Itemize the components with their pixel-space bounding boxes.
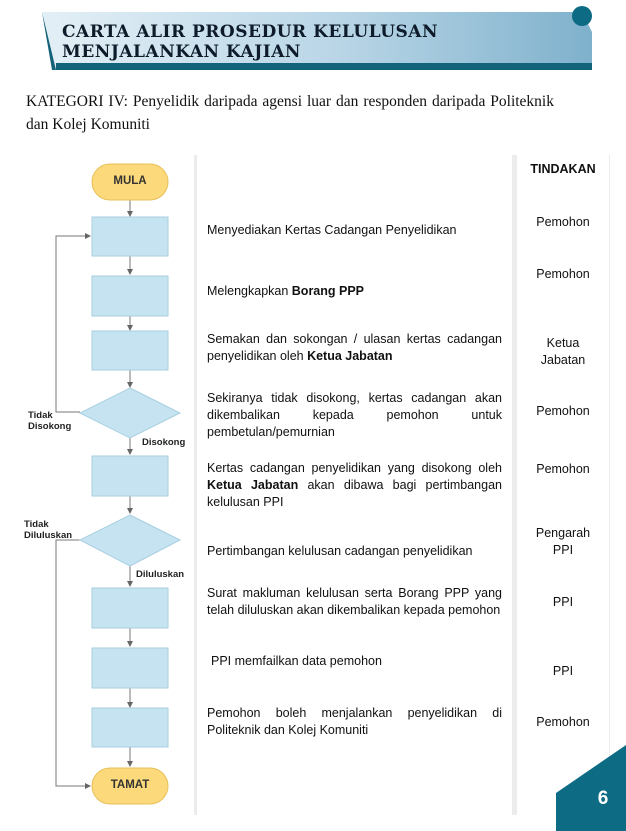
decision2-yes-label: Diluluskan [136,569,185,580]
page-number: 6 [597,788,609,809]
step-action-8: PPI [552,664,574,678]
step-action-5: Pemohon [536,462,590,476]
process-box-1 [92,217,168,256]
decision1-yes-label: Disokong [142,437,186,448]
decision-2 [80,515,180,566]
step-description-1: Menyediakan Kertas Cadangan Penyelidikan [207,223,457,237]
step-action-3: Ketua Jabatan [540,336,586,367]
step-description-2: Melengkapkan Borang PPP [207,284,365,298]
decision2-no-label: Tidak Diluluskan [24,519,73,541]
step-action-7: PPI [552,595,574,609]
process-box-4 [92,456,168,496]
step-description-4: Sekiranya tidak disokong, kertas cadangan akan dikembalikan kepada pemohon untuk pembetulan/pemurnian [207,391,502,439]
step-action-4: Pemohon [536,404,590,418]
page-title: CARTA ALIR PROSEDUR KELULUSAN MENJALANKAN KAJIAN [62,22,439,62]
process-box-3 [92,331,168,370]
process-box-2 [92,276,168,316]
process-box-5 [92,588,168,628]
step-action-1: Pemohon [536,215,590,229]
end-label: TAMAT [110,779,150,791]
step-description-6: Pertimbangan kelulusan cadangan penyelidikan [207,544,473,558]
step-description-7: Surat makluman kelulusan serta Borang PPP yang telah diluluskan akan dikembalikan kepada pemohon [207,586,502,617]
step-description-5: Kertas cadangan penyelidikan yang disokong oleh Ketua Jabatan akan dibawa bagi pertimbangan kelulusan PPI [207,461,502,509]
step-description-8: PPI memfailkan data pemohon [211,654,382,668]
decision1-no-label: Tidak Disokong [28,410,72,432]
category-subtitle: KATEGORI IV: Penyelidik daripada agensi luar dan responden daripada Politeknik dan Kolej Komuniti [26,93,554,133]
process-box-6 [92,648,168,688]
step-action-6: Pengarah PPI [535,526,591,557]
step-action-9: Pemohon [536,715,590,729]
step-action-2: Pemohon [536,267,590,281]
decision-1 [80,388,180,438]
action-header: TINDAKAN [530,162,596,176]
start-label: MULA [113,175,147,187]
step-description-9: Pemohon boleh menjalankan penyelidikan di Politeknik dan Kolej Komuniti [207,706,502,737]
process-box-7 [92,708,168,747]
step-description-3: Semakan dan sokongan / ulasan kertas cadangan penyelidikan oleh Ketua Jabatan [207,332,502,363]
